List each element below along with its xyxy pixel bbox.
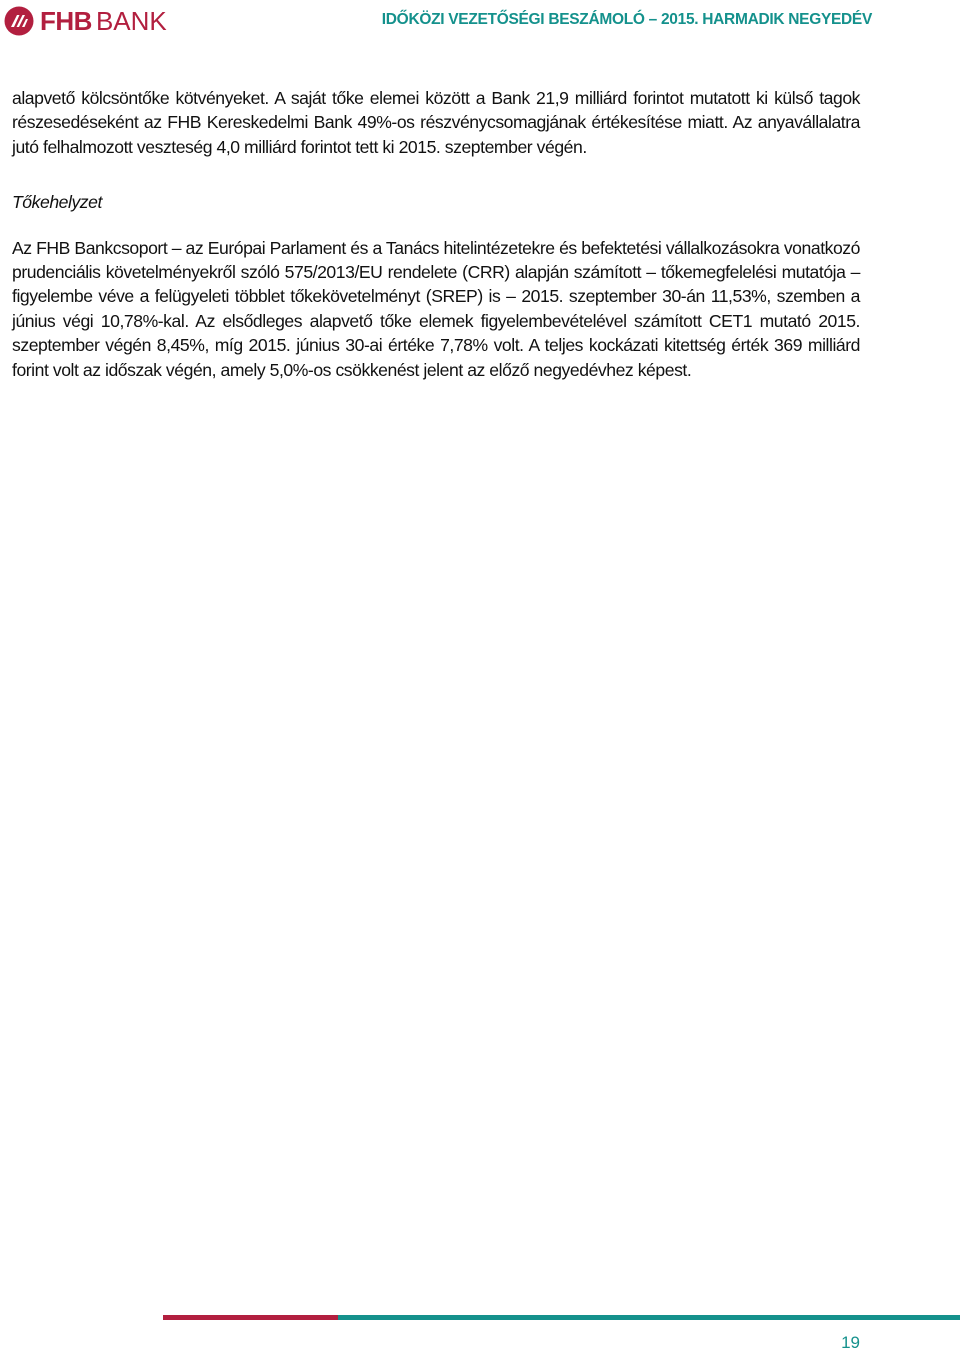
document-body: [12, 86, 860, 382]
fhb-bank-logo: [4, 6, 167, 36]
report-title: IDŐKÖZI VEZETŐSÉGI BESZÁMOLÓ – 2015. HARMADIK NEGYEDÉV: [381, 11, 872, 28]
fhb-logo-icon: [4, 6, 34, 36]
footer-divider: [163, 1315, 960, 1320]
footer-divider-red: [163, 1315, 338, 1320]
paragraph-intro: alapvető kölcsöntőke kötvényeket. A saját tőke elemei között a Bank 21,9 milliárd forintot mutatott ki külső tagok részesedéseként az FHB Kereskedelmi Bank 49%-os részvénycsomagjának értékesítése miatt. Az anyavállalatra jutó felhalmozott veszteség 4,0 milliárd forintot tett ki 2015. szeptember végén.: [12, 88, 860, 157]
logo-brand-text: FHB: [40, 6, 92, 36]
section-heading: Tőkehelyzet: [12, 192, 102, 213]
logo-suffix-text: BANK: [95, 6, 167, 36]
page-number: 19: [841, 1333, 860, 1352]
paragraph-capital-position: Az FHB Bankcsoport – az Európai Parlament és a Tanács hitelintézetekre és befektetési vállalkozásokra vonatkozó prudenciális követelményekről szóló 575/2013/EU rendelete (CRR) alapján számított – tőkemegfelelési mutatója – figyelembe véve a felügyeleti többlet tőkekövetelményt (SREP) is – 2015. szeptember 30-án 11,53%, szemben a június végi 10,78%-kal. Az elsődleges alapvető tőke elemek figyelembevételével számított CET1 mutató 2015. szeptember végén 8,45%, míg 2015. június 30-ai értéke 7,78% volt. A teljes kockázati kitettség érték 369 milliárd forint volt az időszak végén, amely 5,0%-os csökkenést jelent az előző negyedévhez képest.: [12, 237, 860, 380]
page-header: [0, 0, 960, 44]
footer-divider-teal: [338, 1315, 960, 1320]
